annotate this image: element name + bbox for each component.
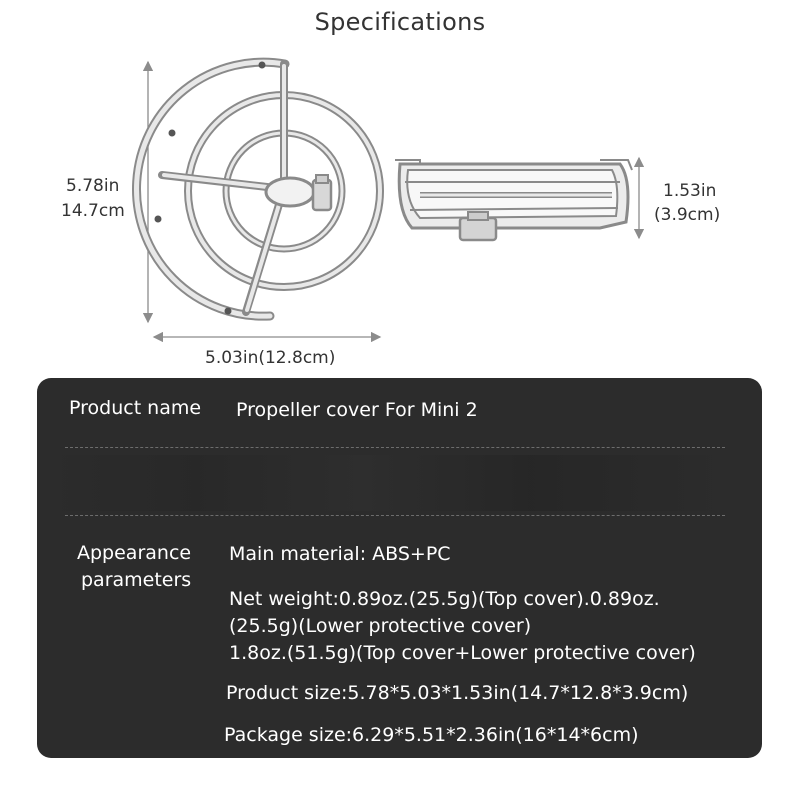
guard-side-view: [395, 160, 632, 240]
main-material: Main material: ABS+PC: [229, 543, 451, 565]
depth-label-cm: (3.9cm): [654, 205, 721, 225]
product-name-label: Product name: [69, 397, 202, 419]
parameters-label: parameters: [81, 569, 192, 591]
product-size: Product size:5.78*5.03*1.53in(14.7*12.8*3.9cm): [226, 682, 689, 704]
height-label-cm: 14.7cm: [61, 201, 125, 221]
table-divider: [65, 447, 725, 448]
guard-top-view: [136, 62, 380, 317]
height-label-in: 5.78in: [66, 176, 120, 196]
depth-label-in: 1.53in: [663, 181, 717, 201]
width-label: 5.03in(12.8cm): [205, 348, 336, 368]
appearance-label: Appearance: [77, 542, 192, 564]
net-weight-line-3: 1.8oz.(51.5g)(Top cover+Lower protective cover): [229, 642, 696, 664]
table-divider: [65, 515, 725, 516]
package-size: Package size:6.29*5.51*2.36in(16*14*6cm): [224, 724, 639, 746]
product-name-value: Propeller cover For Mini 2: [236, 399, 478, 421]
net-weight-line-1: Net weight:0.89oz.(25.5g)(Top cover).0.89oz.: [229, 588, 660, 610]
net-weight-line-2: (25.5g)(Lower protective cover): [229, 615, 532, 637]
table-spacer-band: [62, 455, 732, 511]
page-title: Specifications: [314, 8, 486, 36]
